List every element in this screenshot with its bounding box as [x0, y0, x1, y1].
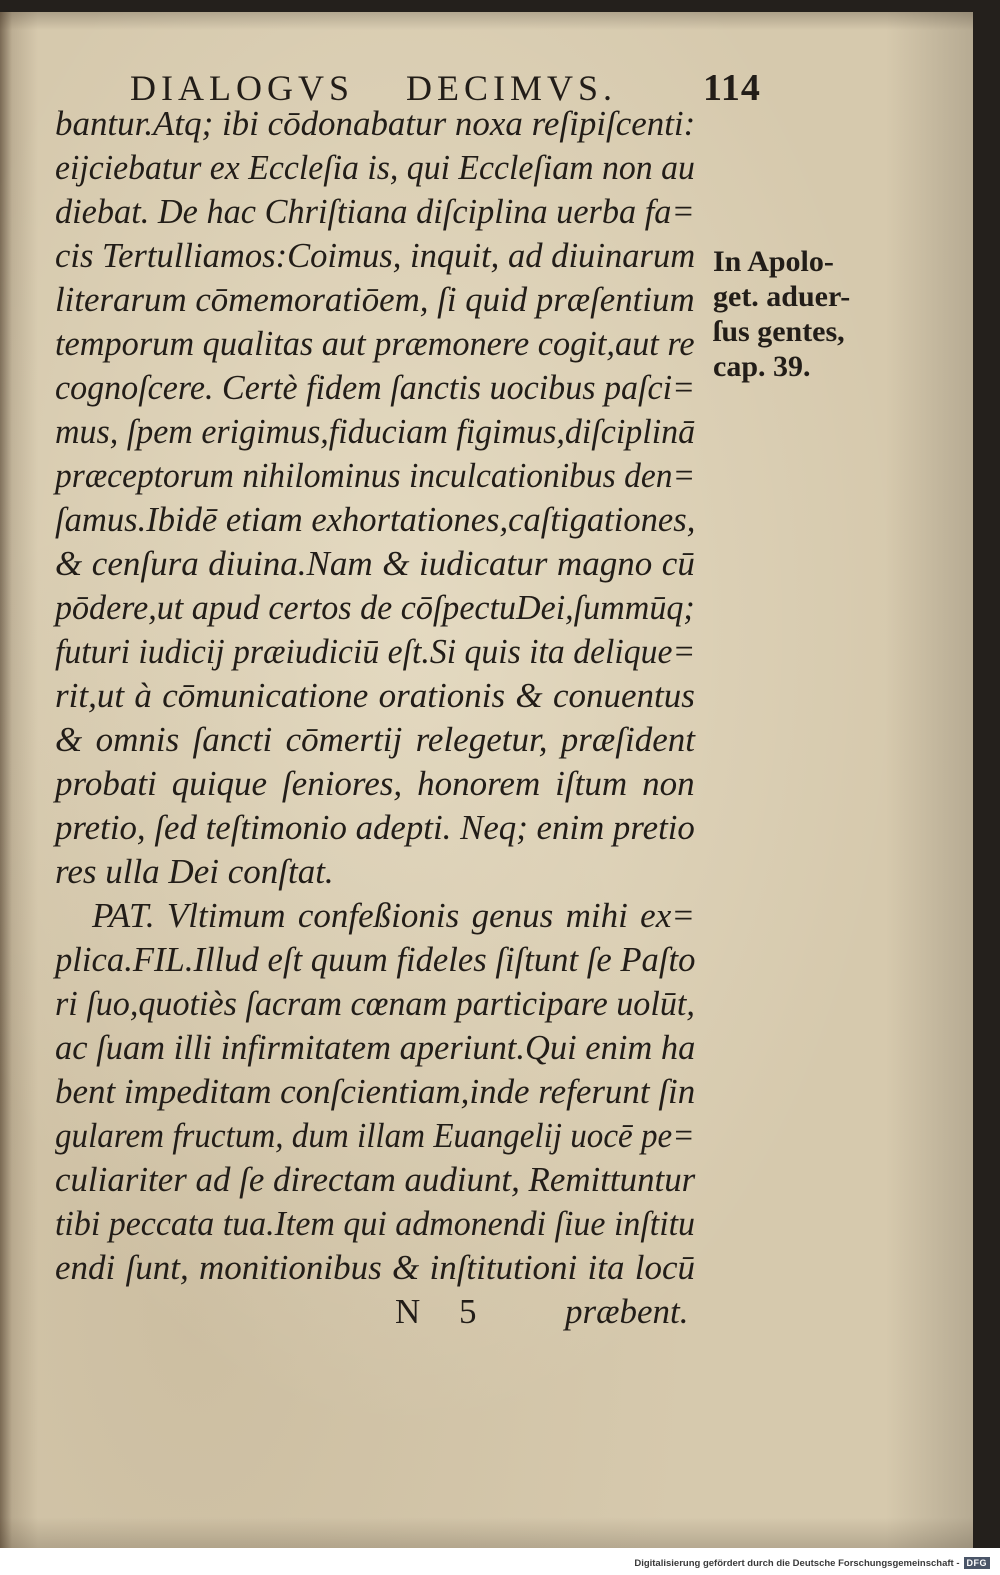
text-line: probati quique ſeniores, honorem iſtum non: [55, 764, 695, 803]
text-line: ri ſuo,quotiès ſacram cœnam participare uolūt,: [55, 984, 695, 1023]
text-line: bantur.Atq; ibi cōdonabatur noxa reſipiſcenti:: [55, 104, 696, 143]
text-line: futuri iudicij præiudiciū eſt.Si quis ita delique=: [55, 632, 696, 671]
text-line: ſamus.Ibidē etiam exhortationes,caſtigationes,: [55, 500, 696, 539]
text-line: rit,ut à cōmunicatione orationis & conuentus: [55, 676, 695, 715]
text-line: gularem fructum, dum illam Euangelij uocē pe=: [55, 1116, 695, 1155]
text-line: ac ſuam illi infirmitatem aperiunt.Qui enim ha: [55, 1028, 696, 1067]
digitization-credit-text: Digitalisierung gefördert durch die Deutsche Forschungsgemeinschaft -: [634, 1557, 960, 1569]
margin-note-line: ſus gentes,: [713, 315, 845, 348]
text-line: & cenſura diuina.Nam & iudicatur magno cū: [55, 544, 695, 583]
text-line: diebat. De hac Chriſtiana diſciplina uerba fa=: [55, 192, 695, 231]
signature-mark: N 5: [395, 1292, 477, 1331]
margin-note-line: In Apolo-: [713, 245, 834, 278]
margin-note-line: get. aduer-: [713, 280, 851, 313]
text-line: mus, ſpem erigimus,fiduciam figimus,diſciplinā: [55, 412, 696, 451]
text-line: præceptorum nihilominus inculcationibus den=: [55, 456, 696, 495]
text-line: temporum qualitas aut præmonere cogit,aut re: [55, 324, 695, 363]
page-number: 114: [703, 67, 761, 109]
paragraph-end-line: res ulla Dei conſtat.: [55, 852, 334, 891]
dfg-logo: DFG: [964, 1557, 991, 1569]
text-line: pretio, ſed teſtimonio adepti. Neq; enim pretio: [55, 808, 695, 847]
text-line: & omnis ſancti cōmertij relegetur, præſident: [55, 720, 695, 759]
text-line: eijciebatur ex Eccleſia is, qui Eccleſiam non au: [55, 148, 695, 187]
text-line: bent impeditam conſcientiam,inde referunt ſin: [55, 1072, 696, 1111]
text-line: tibi peccata tua.Item qui admonendi ſiue inſtitu: [55, 1204, 696, 1243]
catchword: præbent.: [565, 1292, 689, 1331]
digitization-credit: [634, 1555, 990, 1571]
text-line: literarum cōmemoratiōem, ſi quid præſentium: [55, 280, 695, 319]
text-line: cognoſcere. Certè fidem ſanctis uocibus paſci=: [55, 368, 696, 407]
book-page: [0, 12, 973, 1548]
main-text-block: [55, 102, 695, 1290]
text-line: plica.FIL.Illud eſt quum fideles ſiſtunt ſe Paſto: [55, 940, 696, 979]
text-line: pōdere,ut apud certos de cōſpectuDei,ſummūq;: [55, 588, 695, 627]
catchword-row: [0, 1290, 973, 1334]
margin-note: [713, 244, 863, 384]
margin-note-line: cap. 39.: [713, 350, 811, 383]
text-line: cis Tertulliamos:Coimus, inquit, ad diuinarum: [55, 236, 696, 275]
paragraph-start-line: PAT. Vltimum confeßionis genus mihi ex=: [92, 896, 695, 935]
text-line: endi ſunt, monitionibus & inſtitutioni ita locū: [55, 1248, 695, 1287]
text-line: culiariter ad ſe directam audiunt, Remittuntur: [55, 1160, 696, 1199]
running-title-text: DIALOGVS DECIMVS.: [130, 68, 618, 108]
